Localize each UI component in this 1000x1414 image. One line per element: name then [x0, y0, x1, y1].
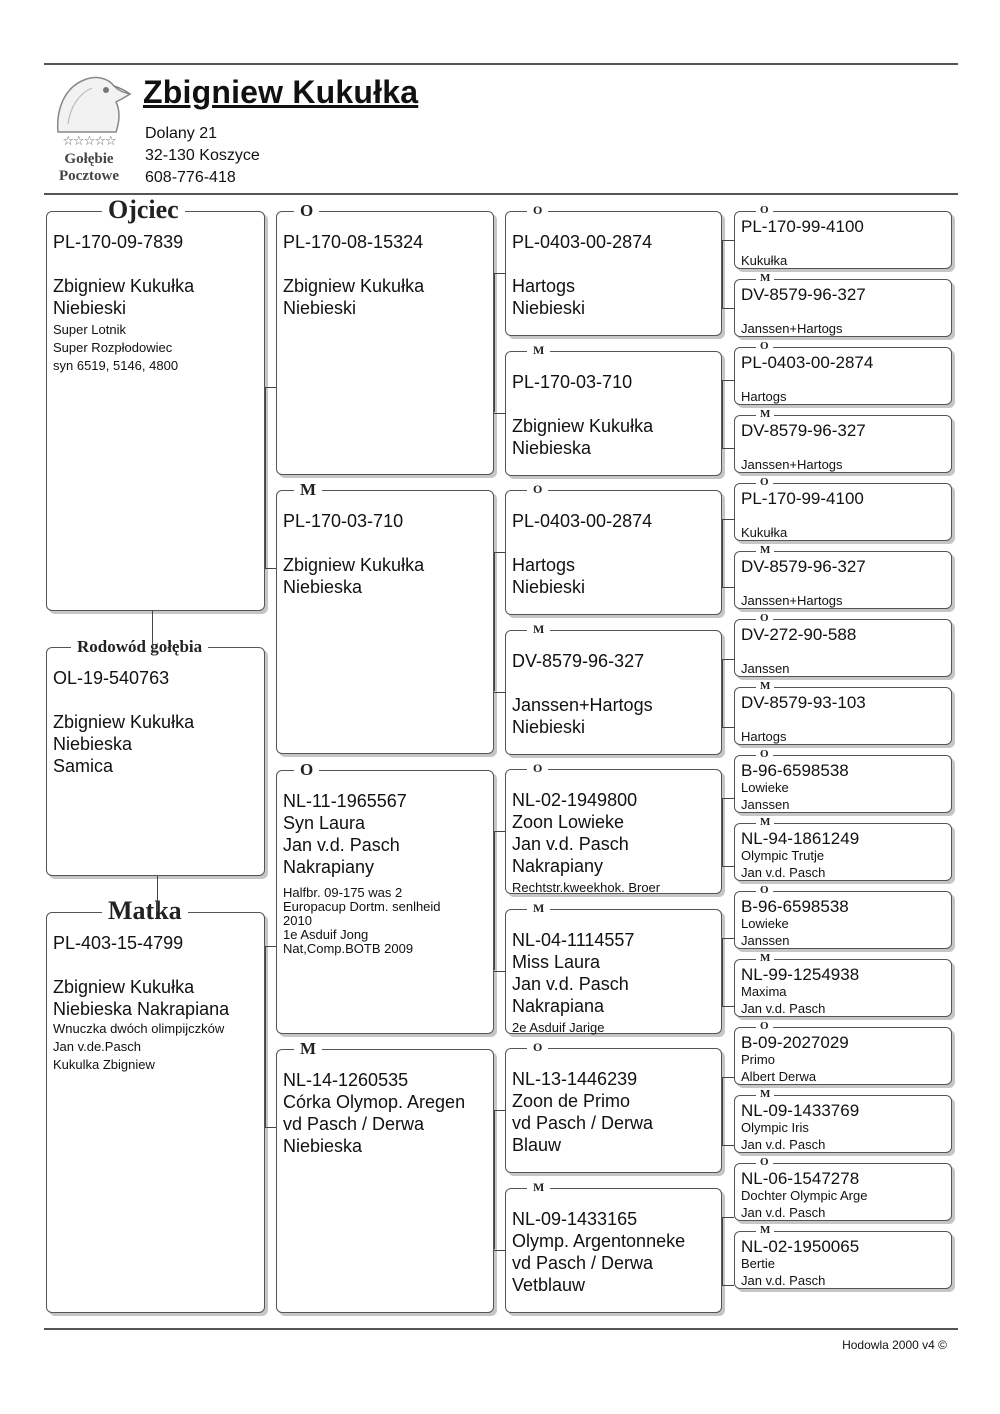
great-grandparent-card-line: Bertie	[741, 1256, 775, 1271]
connector-line	[494, 1250, 505, 1251]
parent-card-note: Halfbr. 09-175 was 2	[283, 885, 403, 900]
connector-line	[722, 798, 723, 866]
connector-line	[152, 611, 153, 647]
grandparent-card-line: Niebieski	[512, 298, 586, 318]
connector-line	[494, 831, 505, 832]
grandparent-card-line: Hartogs	[512, 555, 576, 575]
parent-card-label: O	[294, 202, 319, 219]
great-grandparent-card-label: O	[756, 613, 773, 624]
great-grandparent-card-label: M	[756, 545, 774, 556]
mother-card-note: Jan v.de.Pasch	[53, 1039, 141, 1054]
grandparent-card-line: Niebieski	[512, 577, 586, 597]
grandparent-card-label: M	[527, 1181, 550, 1193]
mother-card-line: Niebieska Nakrapiana	[53, 999, 230, 1019]
parent-card-line: Syn Laura	[283, 813, 366, 833]
grandparent-card-label: M	[527, 344, 550, 356]
grandparent-card-line: Olymp. Argentonneke	[512, 1230, 686, 1251]
connector-line	[722, 798, 734, 799]
grandparent-card-line: Zbigniew Kukułka	[512, 415, 654, 436]
great-grandparent-card-ring: B-09-2027029	[741, 1033, 849, 1052]
great-grandparent-card-ring: B-96-6598538	[741, 897, 849, 916]
logo-text-line: Pocztowe	[59, 168, 119, 184]
connector-line	[494, 1110, 495, 1249]
connector-line	[494, 273, 505, 274]
great-grandparent-card-ring: DV-272-90-588	[741, 625, 857, 644]
parent-card-line: Córka Olymop. Aregen	[283, 1092, 466, 1112]
great-grandparent-card-ring: PL-170-99-4100	[741, 217, 864, 236]
great-grandparent-card-ring: NL-02-1950065	[741, 1237, 860, 1256]
connector-line	[265, 1127, 276, 1128]
great-grandparent-card-line: Olympic Trutje	[741, 848, 825, 863]
connector-line	[494, 413, 505, 414]
grandparent-card-label: O	[527, 762, 548, 774]
great-grandparent-card-ring: DV-8579-96-327	[741, 421, 866, 440]
top-rule	[44, 63, 958, 65]
connector-line	[722, 308, 734, 309]
great-grandparent-card-label: M	[756, 953, 774, 964]
great-grandparent-card-ring: NL-06-1547278	[741, 1169, 860, 1188]
great-grandparent-card-line: Kukułka	[741, 253, 788, 268]
grandparent-card-line: NL-09-1433165	[512, 1208, 638, 1229]
great-grandparent-card-line: Janssen	[741, 933, 790, 948]
father-card-note: Super Rozpłodowiec	[53, 340, 173, 355]
parent-card-line: Zbigniew Kukułka	[283, 276, 425, 296]
grandparent-card-line: vd Pasch / Derwa	[512, 1113, 654, 1133]
great-grandparent-card-label: O	[756, 341, 773, 352]
grandparent-card-line: PL-170-03-710	[512, 371, 633, 392]
father-card-note: Super Lotnik	[53, 322, 126, 337]
mother-card-note: Wnuczka dwóch olimpijczków	[53, 1021, 225, 1036]
grandparent-card-line: Vetblauw	[512, 1274, 586, 1295]
great-grandparent-card-line: Hartogs	[741, 389, 787, 404]
great-grandparent-card-line: Hartogs	[741, 729, 787, 744]
connector-line	[722, 866, 734, 867]
connector-line	[722, 380, 734, 381]
grandparent-card-line: Janssen+Hartogs	[512, 694, 653, 715]
connector-line	[722, 1077, 734, 1078]
subject-card-line: Samica	[53, 756, 114, 776]
connector-line	[157, 876, 158, 912]
connector-line	[722, 380, 723, 448]
connector-line	[722, 1145, 734, 1146]
connector-line	[722, 938, 734, 939]
connector-line	[722, 240, 723, 308]
parent-card-line: PL-170-03-710	[283, 511, 404, 531]
parent-card-note: 2010	[283, 913, 312, 928]
grandparent-card-label: O	[527, 1041, 548, 1053]
parent-card-line: Niebieski	[283, 298, 357, 318]
great-grandparent-card-line: Janssen+Hartogs	[741, 457, 843, 472]
grandparent-card-label: M	[527, 902, 550, 914]
grandparent-card-line: Blauw	[512, 1135, 562, 1155]
father-card-line: PL-170-09-7839	[53, 232, 184, 252]
grandparent-card-line: NL-13-1446239	[512, 1069, 638, 1089]
father-card-line: Zbigniew Kukułka	[53, 276, 195, 296]
grandparent-card-line: Miss Laura	[512, 951, 601, 972]
grandparent-card-line: NL-02-1949800	[512, 790, 638, 810]
parent-card-line: vd Pasch / Derwa	[283, 1114, 425, 1134]
great-grandparent-card-label: O	[756, 205, 773, 216]
grandparent-card-label: O	[527, 204, 548, 216]
great-grandparent-card-label: O	[756, 885, 773, 896]
grandparent-card-note: Rechtstr.kweekhok. Broer	[512, 880, 661, 895]
father-card-note: syn 6519, 5146, 4800	[53, 358, 179, 373]
great-grandparent-card-ring: PL-0403-00-2874	[741, 353, 874, 372]
parent-card-label: M	[294, 481, 322, 498]
great-grandparent-card-line: Kukułka	[741, 525, 788, 540]
footer-credit: Hodowla 2000 v4 ©	[842, 1338, 947, 1352]
grandparent-card-line: Jan v.d. Pasch	[512, 834, 629, 854]
great-grandparent-card-line: Janssen	[741, 797, 790, 812]
great-grandparent-card-line: Olympic Iris	[741, 1120, 809, 1135]
parent-card-label: M	[294, 1040, 322, 1057]
grandparent-card-line: vd Pasch / Derwa	[512, 1252, 654, 1273]
grandparent-card-line: Zoon de Primo	[512, 1091, 631, 1111]
grandparent-card-line: Niebieski	[512, 716, 586, 737]
connector-line	[494, 552, 495, 691]
father-card	[46, 211, 265, 611]
connector-line	[265, 946, 266, 1127]
connector-line	[494, 831, 495, 970]
great-grandparent-card-ring: NL-94-1861249	[741, 829, 860, 848]
great-grandparent-card-ring: DV-8579-96-327	[741, 557, 866, 576]
great-grandparent-card-line: Jan v.d. Pasch	[741, 1205, 826, 1220]
subject-card-line: OL-19-540763	[53, 668, 170, 688]
grandparent-card-line: NL-04-1114557	[512, 929, 635, 950]
parent-card-note: 1e Asduif Jong	[283, 927, 369, 942]
great-grandparent-card-line: Lowieke	[741, 780, 789, 795]
parent-card-line: Jan v.d. Pasch	[283, 835, 400, 855]
great-grandparent-card-line: Maxima	[741, 984, 787, 999]
parent-card-note: Nat,Comp.BOTB 2009	[283, 941, 414, 956]
parent-card-line: Niebieska	[283, 577, 363, 597]
connector-line	[722, 1006, 734, 1007]
parent-card-label: O	[294, 761, 319, 778]
connector-line	[722, 1217, 734, 1218]
address-line: 608-776-418	[145, 169, 236, 186]
header-rule	[44, 193, 958, 195]
mother-card-line: Zbigniew Kukułka	[53, 977, 195, 997]
great-grandparent-card-line: Janssen	[741, 661, 790, 676]
great-grandparent-card-label: O	[756, 477, 773, 488]
connector-line	[722, 659, 723, 727]
great-grandparent-card-label: O	[756, 1021, 773, 1032]
parent-card-line: NL-14-1260535	[283, 1070, 409, 1090]
connector-line	[494, 273, 495, 412]
connector-line	[265, 946, 276, 947]
great-grandparent-card-label: M	[756, 273, 774, 284]
grandparent-card-line: Nakrapiany	[512, 856, 604, 876]
connector-line	[722, 519, 734, 520]
great-grandparent-card-ring: NL-09-1433769	[741, 1101, 860, 1120]
subject-card-label: Rodowód gołębia	[71, 638, 208, 655]
great-grandparent-card-ring: B-96-6598538	[741, 761, 849, 780]
grandparent-card-note: 2e Asduif Jarige	[512, 1019, 605, 1035]
connector-line	[494, 971, 505, 972]
great-grandparent-card-label: M	[756, 817, 774, 828]
address-line: Dolany 21	[145, 125, 218, 142]
mother-card-label: Matka	[102, 898, 188, 924]
connector-line	[722, 587, 734, 588]
great-grandparent-card-ring: NL-99-1254938	[741, 965, 860, 984]
grandparent-card-line: Hartogs	[512, 276, 576, 296]
connector-line	[722, 727, 734, 728]
connector-line	[265, 568, 276, 569]
grandparent-card-line: Nakrapiana	[512, 995, 605, 1016]
great-grandparent-card-line: Primo	[741, 1052, 775, 1067]
great-grandparent-card-label: M	[756, 681, 774, 692]
grandparent-card-line: Zoon Lowieke	[512, 812, 625, 832]
great-grandparent-card-label: O	[756, 1157, 773, 1168]
connector-line	[494, 1110, 505, 1111]
grandparent-card-label: O	[527, 483, 548, 495]
great-grandparent-card-line: Jan v.d. Pasch	[741, 1273, 826, 1288]
mother-card-line: PL-403-15-4799	[53, 933, 184, 953]
connector-line	[494, 692, 505, 693]
great-grandparent-card-label: O	[756, 749, 773, 760]
connector-line	[722, 1077, 723, 1145]
father-card-line: Niebieski	[53, 298, 127, 318]
parent-card-note: Europacup Dortm. senlheid	[283, 899, 441, 914]
owner-name: Zbigniew Kukułka	[143, 74, 419, 110]
subject-card-line: Zbigniew Kukułka	[53, 712, 195, 732]
parent-card-line: NL-11-1965567	[283, 791, 407, 811]
connector-line	[722, 659, 734, 660]
pigeon-head-icon	[50, 70, 132, 134]
grandparent-card-line: PL-0403-00-2874	[512, 511, 653, 531]
great-grandparent-card-line: Jan v.d. Pasch	[741, 1001, 826, 1016]
mother-card-note: Kukulka Zbigniew	[53, 1057, 155, 1072]
father-card-label: Ojciec	[102, 197, 185, 223]
stars-icon: ☆☆☆☆☆	[62, 134, 116, 149]
great-grandparent-card-line: Jan v.d. Pasch	[741, 1137, 826, 1152]
grandparent-card-line: Jan v.d. Pasch	[512, 973, 629, 994]
great-grandparent-card-line: Lowieke	[741, 916, 789, 931]
parent-card-line: PL-170-08-15324	[283, 232, 424, 252]
connector-line	[265, 387, 266, 568]
mother-card	[46, 912, 265, 1313]
connector-line	[722, 240, 734, 241]
breeder-logo	[44, 70, 134, 190]
grandparent-card-label: M	[527, 623, 550, 635]
grandparent-card-line: PL-0403-00-2874	[512, 232, 653, 252]
great-grandparent-card-line: Dochter Olympic Arge	[741, 1188, 868, 1203]
great-grandparent-card-label: M	[756, 409, 774, 420]
address-line: 32-130 Koszyce	[145, 147, 260, 164]
great-grandparent-card-line: Janssen+Hartogs	[741, 593, 843, 608]
connector-line	[265, 387, 276, 388]
connector-line	[722, 1285, 734, 1286]
great-grandparent-card-label: M	[756, 1089, 774, 1100]
great-grandparent-card-ring: PL-170-99-4100	[741, 489, 864, 508]
parent-card-line: Niebieska	[283, 1136, 363, 1156]
subject-card-line: Niebieska	[53, 734, 133, 754]
grandparent-card-line: Niebieska	[512, 437, 592, 458]
logo-text-line: Gołębie	[64, 151, 114, 167]
parent-card-line: Zbigniew Kukułka	[283, 555, 425, 575]
connector-line	[722, 938, 723, 1006]
parent-card-line: Nakrapiany	[283, 857, 375, 877]
connector-line	[722, 519, 723, 587]
connector-line	[722, 448, 734, 449]
connector-line	[494, 552, 505, 553]
bottom-rule	[44, 1328, 958, 1330]
great-grandparent-card-ring: DV-8579-96-327	[741, 285, 866, 304]
great-grandparent-card-line: Jan v.d. Pasch	[741, 865, 826, 880]
connector-line	[722, 1217, 723, 1285]
great-grandparent-card-line: Janssen+Hartogs	[741, 321, 843, 336]
great-grandparent-card-label: M	[756, 1225, 774, 1236]
grandparent-card-line: DV-8579-96-327	[512, 650, 645, 671]
great-grandparent-card-ring: DV-8579-93-103	[741, 693, 866, 712]
great-grandparent-card-line: Albert Derwa	[741, 1069, 817, 1084]
